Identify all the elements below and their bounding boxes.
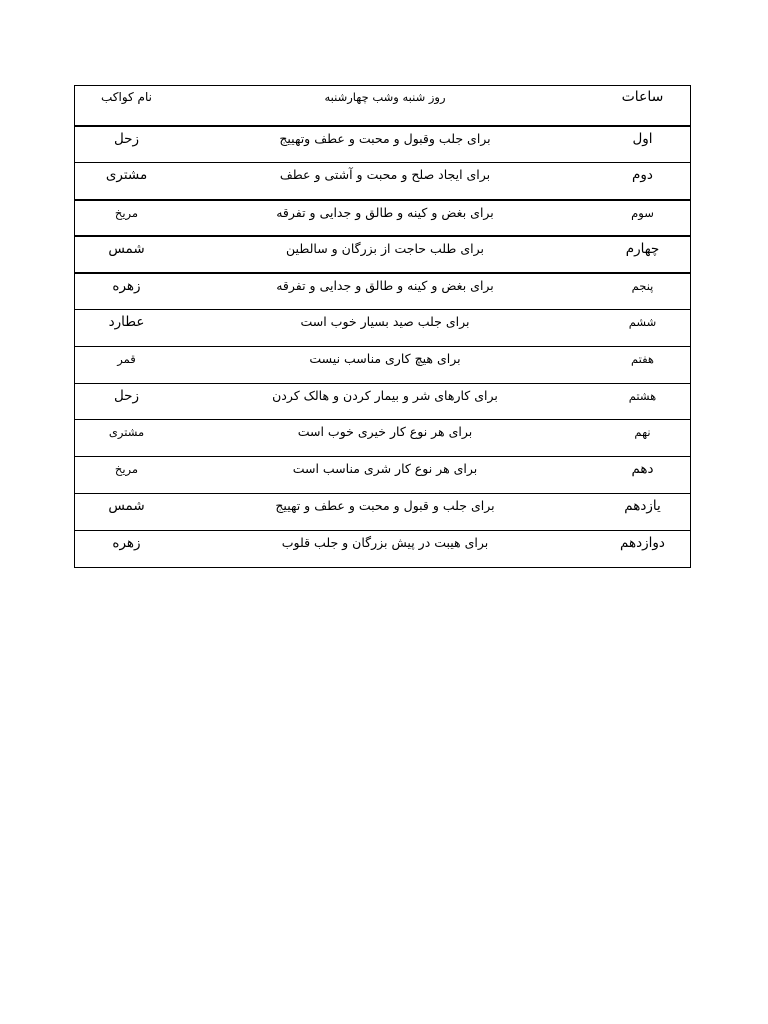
table-row (75, 162, 690, 199)
planet-cell: شمس (108, 497, 145, 514)
description-cell: برای بغض و کینه و طالق و جدایی و تفرقه (276, 278, 494, 294)
hour-cell: اول (632, 131, 653, 147)
description-cell: برای بغض و کینه و طالق و جدایی و تفرقه (276, 204, 494, 220)
planet-cell: زهره (112, 534, 141, 551)
hour-cell: پنجم (631, 279, 654, 294)
table-row (75, 125, 690, 162)
header-planet-names: نام کواکب (101, 90, 152, 104)
description-cell: برای جلب صید بسیار خوب است (300, 313, 470, 329)
description-cell: برای هر نوع کار خیری خوب است (297, 424, 473, 440)
table-header-row (75, 86, 690, 125)
description-cell: برای هر نوع کار شری مناسب است (292, 461, 478, 477)
description-cell: برای کارهای شر و بیمار کردن و هالک کردن (272, 387, 498, 403)
planet-cell: شمس (108, 241, 145, 258)
table-row (75, 309, 690, 346)
hour-cell: دوم (632, 166, 653, 183)
planet-cell: زهره (112, 278, 141, 295)
description-cell: برای هیچ کاری مناسب نیست (309, 350, 461, 366)
table-row (75, 235, 690, 272)
hour-cell: هشتم (628, 388, 657, 403)
hour-cell: یازدهم (624, 497, 661, 514)
planet-cell: مریخ (114, 205, 139, 220)
table-row (75, 530, 690, 567)
table-row (75, 346, 690, 383)
hour-cell: چهارم (625, 241, 660, 258)
table-row (75, 456, 690, 493)
planet-cell: قمر (117, 351, 136, 366)
table-row (75, 419, 690, 456)
hour-cell: ششم (628, 314, 657, 329)
description-cell: برای جلب وقبول و محبت و عطف وتهییج (279, 131, 491, 146)
planet-cell: عطارد (108, 313, 145, 330)
header-day-description: روز شنبه وشب چهارشنبه (324, 90, 446, 104)
table-row (75, 383, 690, 420)
hour-cell: سوم (631, 205, 654, 220)
planet-cell: زحل (113, 131, 140, 147)
table-row (75, 272, 690, 309)
description-cell: برای جلب و قبول و محبت و عطف و تهییج (275, 497, 495, 513)
hours-table (74, 85, 691, 568)
description-cell: برای طلب حاجت از بزرگان و سالطین (286, 241, 484, 257)
hour-cell: نهم (634, 425, 651, 440)
hour-cell: دهم (631, 461, 654, 478)
planet-cell: مشتری (108, 425, 145, 440)
header-hours: ساعات (621, 89, 664, 105)
description-cell: برای هیبت در پیش بزرگان و جلب قلوب (281, 534, 489, 550)
planet-cell: زحل (113, 387, 140, 404)
hour-cell: هفتم (630, 351, 654, 366)
planet-cell: مشتری (105, 166, 148, 183)
table-row (75, 199, 690, 236)
planet-cell: مریخ (114, 462, 139, 477)
hour-cell: دوازدهم (620, 534, 665, 551)
description-cell: برای ایجاد صلح و محبت و آشتی و عطف (279, 166, 491, 182)
table-row (75, 493, 690, 530)
